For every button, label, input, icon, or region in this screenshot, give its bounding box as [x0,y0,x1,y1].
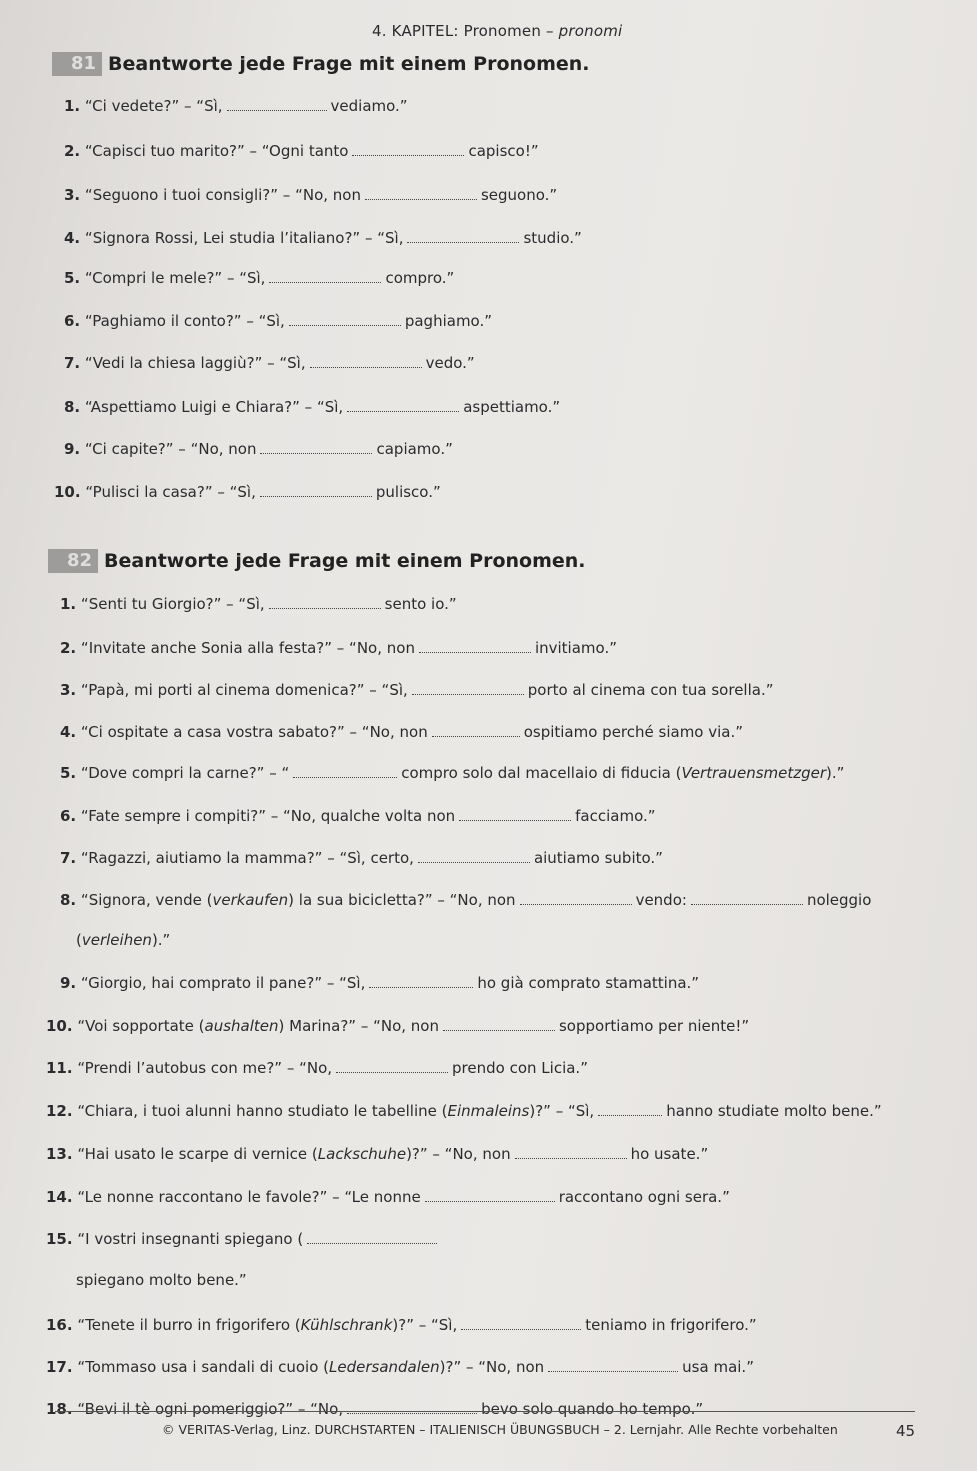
exercise-item: 7. “Vedi la chiesa laggiù?” – “Sì, vedo.” [64,354,475,372]
exercise-item-continuation: (verleihen).” [76,931,171,949]
answer-blank[interactable] [443,1016,555,1031]
answer-blank[interactable] [459,806,571,821]
exercise-item: 7. “Ragazzi, aiutiamo la mamma?” – “Sì, certo, aiutiamo subito.” [60,849,663,867]
exercise-item: 6. “Fate sempre i compiti?” – “No, qualche volta non facciamo.” [60,807,656,825]
answer-blank[interactable] [461,1315,581,1330]
answer-blank[interactable] [412,680,524,695]
exercise-item: 18. “Bevi il tè ogni pomeriggio?” – “No, bevo solo quando ho tempo.” [46,1400,704,1418]
exercise-item: 2. “Invitate anche Sonia alla festa?” – “No, non invitiamo.” [60,639,617,657]
answer-blank[interactable] [260,482,372,497]
exercise-item: 4. “Signora Rossi, Lei studia l’italiano?” – “Sì, studio.” [64,229,582,247]
answer-blank[interactable] [347,397,459,412]
answer-blank[interactable] [598,1101,662,1116]
chapter-title-italian: pronomi [558,22,623,40]
answer-blank[interactable] [352,141,464,156]
answer-blank[interactable] [548,1357,678,1372]
section-82-heading [48,549,586,573]
exercise-item: 6. “Paghiamo il conto?” – “Sì, paghiamo.” [64,312,493,330]
copyright-footer: © VERITAS-Verlag, Linz. DURCHSTARTEN – ITALIENISCH ÜBUNGSBUCH – 2. Lernjahr. Alle Rechte vorbehalten [162,1422,838,1437]
answer-blank[interactable] [419,638,531,653]
exercise-item: 12. “Chiara, i tuoi alunni hanno studiato le tabelline (Einmaleins)?” – “Sì, hanno studiate molto bene.” [46,1102,882,1120]
exercise-item: 4. “Ci ospitate a casa vostra sabato?” – “No, non ospitiamo perché siamo via.” [60,723,744,741]
section-instruction: Beantworte jede Frage mit einem Pronomen. [108,53,590,75]
answer-blank[interactable] [269,268,381,283]
answer-blank[interactable] [227,96,327,111]
answer-blank[interactable] [269,594,381,609]
exercise-item-continuation: spiegano molto bene.” [76,1271,247,1289]
section-number-badge: 81 [52,52,102,76]
exercise-item: 3. “Seguono i tuoi consigli?” – “No, non seguono.” [64,186,558,204]
exercise-item: 9. “Giorgio, hai comprato il pane?” – “Sì, ho già comprato stamattina.” [60,974,700,992]
answer-blank[interactable] [432,722,520,737]
exercise-item: 8. “Aspettiamo Luigi e Chiara?” – “Sì, aspettiamo.” [64,398,561,416]
answer-blank[interactable] [289,311,401,326]
exercise-item: 1. “Senti tu Giorgio?” – “Sì, sento io.” [60,595,457,613]
answer-blank[interactable] [310,353,422,368]
exercise-item: 9. “Ci capite?” – “No, non capiamo.” [64,440,453,458]
exercise-item: 14. “Le nonne raccontano le favole?” – “Le nonne raccontano ogni sera.” [46,1188,730,1206]
section-81-heading [52,52,590,76]
answer-blank[interactable] [369,973,473,988]
answer-blank[interactable] [336,1058,448,1073]
exercise-item: 1. “Ci vedete?” – “Sì, vediamo.” [64,97,408,115]
exercise-item: 2. “Capisci tuo marito?” – “Ogni tanto capisco!” [64,142,539,160]
exercise-item: 8. “Signora, vende (verkaufen) la sua bicicletta?” – “No, non vendo: noleggio [60,891,872,909]
answer-blank[interactable] [365,185,477,200]
answer-blank[interactable] [520,890,632,905]
exercise-item: 10. “Pulisci la casa?” – “Sì, pulisco.” [54,483,441,501]
answer-blank[interactable] [407,228,519,243]
page-number: 45 [896,1422,916,1440]
exercise-item: 5. “Dove compri la carne?” – “ compro solo dal macellaio di fiducia (Vertrauensmetzger).” [60,764,845,782]
section-instruction: Beantworte jede Frage mit einem Pronomen. [104,550,586,572]
answer-blank[interactable] [425,1187,555,1202]
answer-blank[interactable] [515,1144,627,1159]
chapter-title: 4. KAPITEL: Pronomen – [372,22,554,40]
exercise-item: 10. “Voi sopportate (aushalten) Marina?” – “No, non sopportiamo per niente!” [46,1017,750,1035]
exercise-item: 3. “Papà, mi porti al cinema domenica?” – “Sì, porto al cinema con tua sorella.” [60,681,774,699]
exercise-item: 5. “Compri le mele?” – “Sì, compro.” [64,269,455,287]
exercise-item: 11. “Prendi l’autobus con me?” – “No, prendo con Licia.” [46,1059,588,1077]
answer-blank[interactable] [307,1229,437,1244]
exercise-item: 16. “Tenete il burro in frigorifero (Kühlschrank)?” – “Sì, teniamo in frigorifero.” [46,1316,757,1334]
exercise-item: 13. “Hai usato le scarpe di vernice (Lackschuhe)?” – “No, non ho usate.” [46,1145,709,1163]
footer-divider [55,1411,915,1412]
answer-blank[interactable] [293,763,397,778]
exercise-item: 17. “Tommaso usa i sandali di cuoio (Ledersandalen)?” – “No, non usa mai.” [46,1358,754,1376]
exercise-item: 15. “I vostri insegnanti spiegano ( [46,1229,441,1248]
answer-blank[interactable] [691,890,803,905]
answer-blank[interactable] [260,439,372,454]
answer-blank[interactable] [418,848,530,863]
section-number-badge: 82 [48,549,98,573]
chapter-heading [372,22,622,40]
